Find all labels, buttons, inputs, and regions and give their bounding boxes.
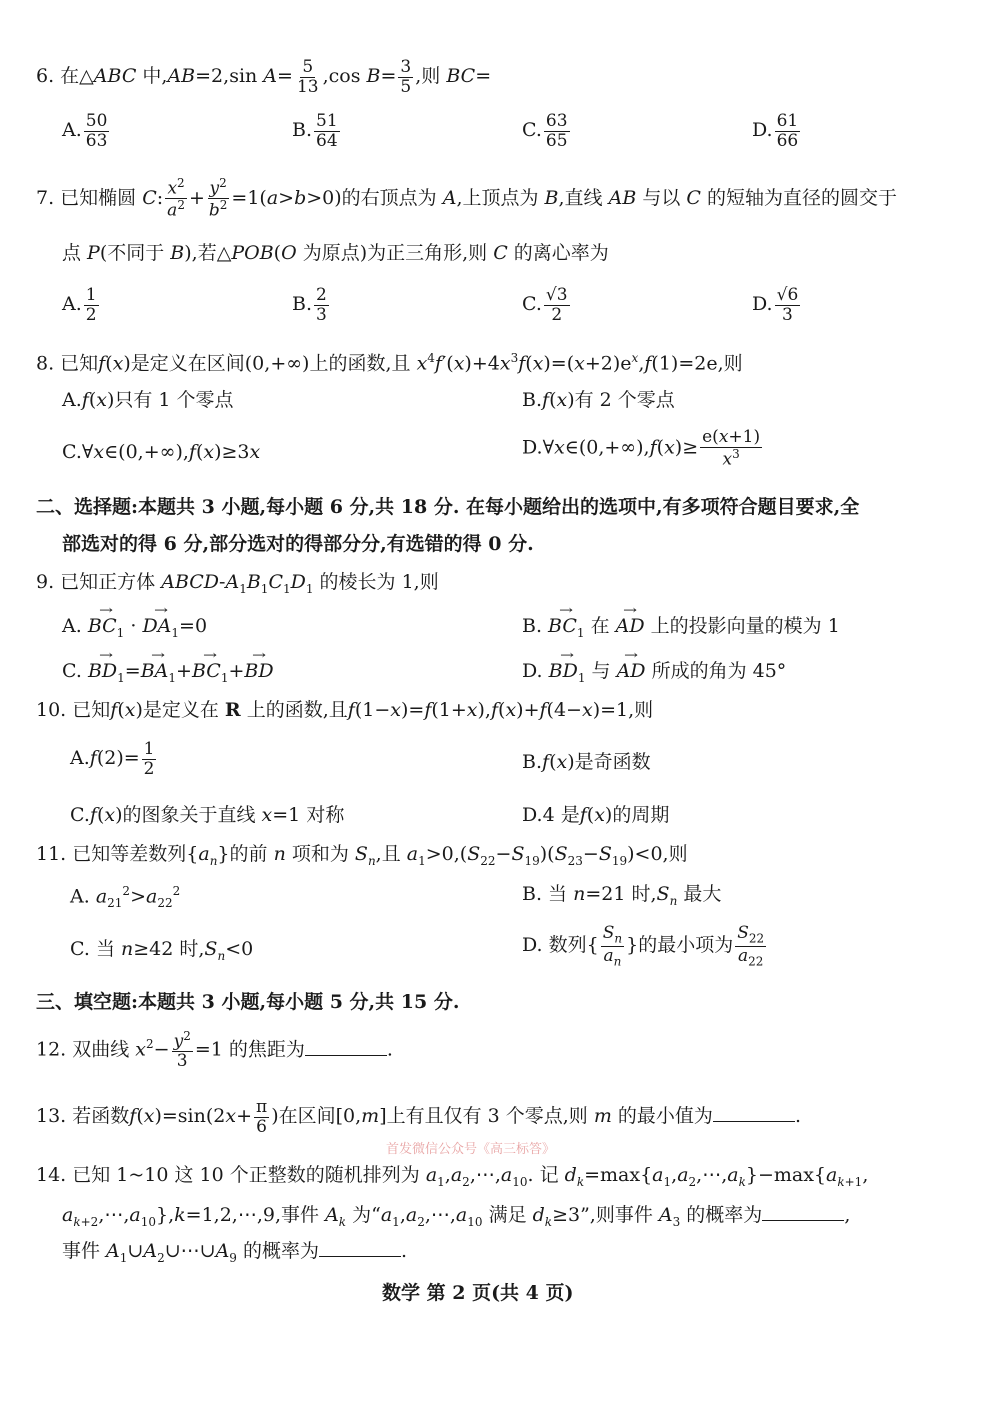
page-footer: 数学 第 2 页(共 4 页)	[382, 1282, 574, 1304]
q9-stem: 9. 已知正方体 ABCD-$A_1B_1C_1D_1$ 的棱长为 1,则	[36, 571, 439, 596]
q9-option-d: D. → $BD_1$ 与 → AD 所成的角为 45°	[522, 662, 786, 684]
q10-option-c: C.f(x)的图象关于直线 x=1 对称	[70, 804, 345, 826]
q11-option-a: A. $a_{21}^2>a_{22}^2$	[70, 884, 181, 911]
q14-line3: 事件 $A_1\cup A_2\cup\cdots\cup A_9$ 的概率为 .	[62, 1240, 408, 1265]
q7-option-a: A. $\frac{1}{2}$	[62, 285, 97, 325]
q6-option-b: B. $\frac{51}{64}$	[292, 111, 338, 151]
q14-line2: $a_{k+2},\cdots,a_{10}\},k=1,2,\cdots,9$,事件 $A_k$ 为“$a_1,a_2,\cdots,a_{10}$ 满足 $d_k\ge 3$”,则事件 $A_3$ 的概率为 ,	[62, 1204, 851, 1229]
q9-option-c: C. → $BD_1=\to BA_1+\to BC_1+\to$ BD	[62, 662, 274, 684]
q10-option-d: D.4 是f(x)的周期	[522, 804, 670, 826]
q7-option-b: B. $\frac{2}{3}$	[292, 285, 327, 325]
q10-stem: 10. 已知f(x)是定义在 R 上的函数,且f(1−x)=f(1+x),f(x)+f(4−x)=1,则	[36, 699, 654, 721]
q6-option-c: C. $\frac{63}{65}$	[522, 111, 568, 151]
q11-stem: 11. 已知等差数列$\{a_n\}$的前 n 项和为 $S_n$,且 $a_1>0,(S_{22}-S_{19})(S_{23}-S_{19})<0$,则	[36, 843, 688, 868]
q7-line2: 点 P(不同于 B),若△POB(O 为原点)为正三角形,则 C 的离心率为	[62, 242, 609, 264]
q13: 13. 若函数f(x)=sin(2x+ $\frac{\pi}{6}$ )在区间[0,m]上有且仅有 3 个零点,则 m 的最小值为 .	[36, 1097, 801, 1137]
q8-option-d: D.∀x∈(0,+∞),f(x)≥ $\frac{e(x+1)}{x^3}$	[522, 427, 761, 470]
q6-option-d: D. $\frac{61}{66}$	[752, 111, 799, 151]
q7-option-c: C. $\frac{√3}{2}$	[522, 285, 568, 325]
watermark-text: 首发微信公众号《高三标答》	[386, 1142, 556, 1157]
q11-option-c: C. 当 n≥42 时$,S_n<0$	[70, 938, 254, 963]
q12: 12. 双曲线 $x^2-$ $\frac{y^2}{3}$ =1 的焦距为 .	[36, 1029, 393, 1072]
section3-heading: 三、填空题:本题共 3 小题,每小题 5 分,共 15 分.	[36, 991, 460, 1013]
q14-line1: 14. 已知 1~10 这 10 个正整数的随机排列为 $a_1,a_2,\cdots,a_{10}$. 记 $d_k=\max\{a_1,a_2,\cdots,a_k\}-\max\{a_{k+1}$,	[36, 1164, 869, 1189]
q11-option-d: D. 数列{ $\frac{S_n}{a_n}$ }的最小项为 $\frac{S_{22}}{a_{22}}$	[522, 923, 765, 968]
q8-option-b: B.f(x)有 2 个零点	[522, 389, 675, 411]
section2-line2: 部选对的得 6 分,部分选对的得部分分,有选错的得 0 分.	[62, 533, 534, 555]
q7-line1: 7. 已知椭圆 C: $\frac{x^2}{a^2}$ + $\frac{y^2}{b^2}$ =1(a>b>0)的右顶点为 A,上顶点为 B,直线 AB 与以 C 的短轴为直径的圆交于	[36, 176, 897, 221]
q10-option-b: B.f(x)是奇函数	[522, 751, 651, 773]
q6-option-a: A. $\frac{50}{63}$	[62, 111, 108, 151]
q8-option-a: A.f(x)只有 1 个零点	[62, 389, 234, 411]
q11-option-b: B. 当 n=21 时$,S_n$ 最大	[522, 883, 722, 908]
q8-option-c: C.∀x∈(0,+∞),f(x)≥3x	[62, 441, 261, 463]
q9-option-b: B. → $BC_1$ 在 → AD 上的投影向量的模为 1	[522, 617, 840, 639]
q6-stem: 6. 在△ABC 中,AB=2,sin A= $\frac{5}{13}$ ,cos B= $\frac{3}{5}$ ,则 BC=	[36, 57, 492, 97]
q9-option-a: A. → $BC_1$ · → $DA_1=0$	[62, 617, 207, 639]
q7-option-d: D. $\frac{√6}{3}$	[752, 285, 799, 325]
section2-line1: 二、选择题:本题共 3 小题,每小题 6 分,共 18 分. 在每小题给出的选项中,有多项符合题目要求,全	[36, 496, 860, 518]
q8-stem: 8. 已知f(x)是定义在区间(0,+∞)上的函数,且 $x^4f'(x)+4x^3f(x)=(x+2)e^x,f(1)=2e$,则	[36, 351, 743, 375]
q10-option-a: A.f(2)= $\frac{1}{2}$	[70, 739, 155, 779]
